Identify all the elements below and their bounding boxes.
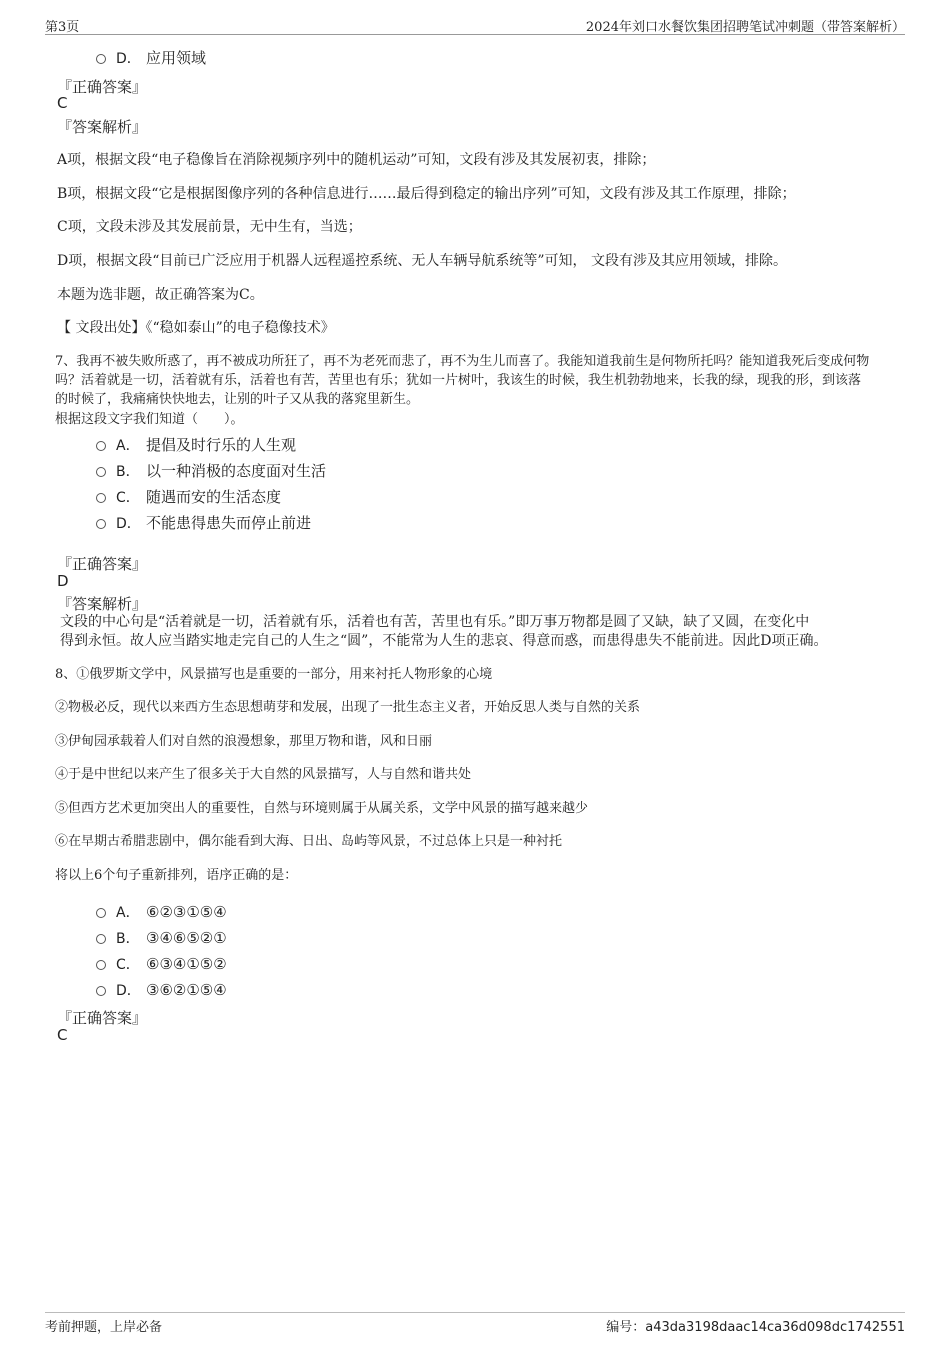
radio-icon[interactable] [96, 441, 106, 451]
q8-sentence-2: ②物极必反，现代以来西方生态思想萌芽和发展，出现了一批生态主义者，开始反思人类与自然的关系 [55, 700, 641, 715]
code-value: a43da3198daac14ca36d098dc1742551 [645, 1320, 905, 1335]
radio-icon[interactable] [96, 960, 106, 970]
page-footer [45, 1312, 905, 1335]
q6-analysis-label: 『答案解析』 [57, 118, 148, 136]
page-header [45, 14, 905, 35]
radio-icon[interactable] [96, 493, 106, 503]
q6-option-d[interactable]: D． 应用领域 [96, 47, 206, 68]
q8-option-a[interactable]: A． ⑥②③①⑤④ [96, 902, 227, 922]
q7-stem-line-2: 吗？活着就是一切，活着就有乐，活着也有苦，苦里也有乐；犹如一片树叶，我该生的时候，我生机勃勃地来，长我的绿，现我的形，到该落 [55, 373, 862, 388]
q8-option-c[interactable]: C． ⑥③④①⑤② [96, 954, 227, 974]
q6-analysis-d: D项，根据文段“目前已广泛应用于机器人远程遥控系统、无人车辆导航系统等”可知， 文段有涉及其应用领域，排除。 [57, 253, 787, 269]
q8-sentence-4: ④于是中世纪以来产生了很多关于大自然的风景描写，人与自然和谐共处 [55, 767, 472, 782]
radio-icon[interactable] [96, 519, 106, 529]
q8-sentence-6: ⑥在早期古希腊悲剧中，偶尔能看到大海、日出、岛屿等风景，不过总体上只是一种衬托 [55, 834, 563, 849]
q6-correct-label: 『正确答案』 [57, 78, 148, 96]
q7-option-a[interactable]: A． 提倡及时行乐的人生观 [96, 434, 296, 455]
q8-correct-answer: C [57, 1026, 68, 1044]
q6-analysis-a: A项，根据文段“电子稳像旨在消除视频序列中的随机运动”可知，文段有涉及其发展初衷，排除； [57, 152, 656, 168]
q8-option-b[interactable]: B． ③④⑥⑤②① [96, 928, 227, 948]
q6-conclusion: 本题为选非题，故正确答案为C。 [57, 287, 264, 303]
document-code [606, 1316, 905, 1335]
radio-icon[interactable] [96, 986, 106, 996]
q7-correct-answer: D [57, 572, 69, 590]
q7-option-c[interactable]: C． 随遇而安的生活态度 [96, 486, 281, 507]
q8-sentence-5: ⑤但西方艺术更加突出人的重要性，自然与环境则属于从属关系，文学中风景的描写越来越少 [55, 801, 589, 816]
q7-analysis-line-1: 文段的中心句是“活着就是一切，活着就有乐，活着也有苦，苦里也有乐。”即万事万物都是圆了又缺，缺了又圆，在变化中 [60, 614, 810, 630]
q7-stem-line-3: 的时候了，我痛痛快快地去，让别的叶子又从我的落窕里新生。 [55, 392, 420, 407]
radio-icon[interactable] [96, 934, 106, 944]
page-number: 第3页 [45, 20, 80, 35]
q7-option-b[interactable]: B． 以一种消极的态度面对生活 [96, 460, 326, 481]
q8-sentence-1: 8、①俄罗斯文学中，风景描写也是重要的一部分，用来衬托人物形象的心境 [55, 667, 493, 682]
radio-icon[interactable] [96, 908, 106, 918]
q7-option-d[interactable]: D． 不能患得患失而停止前进 [96, 512, 311, 533]
q6-correct-answer: C [57, 94, 68, 112]
q8-sentence-3: ③伊甸园承载着人们对自然的浪漫想象，那里万物和谐，风和日丽 [55, 734, 433, 749]
q7-analysis-label: 『答案解析』 [57, 595, 148, 613]
radio-icon[interactable] [96, 54, 106, 64]
footer-slogan: 考前押题，上岸必备 [45, 1320, 163, 1335]
q6-analysis-c: C项，文段未涉及其发展前景，无中生有，当选； [57, 219, 362, 235]
q8-option-d[interactable]: D． ③⑥②①⑤④ [96, 980, 227, 1000]
q6-source: 【 文段出处】《“稳如泰山”的电子稳像技术》 [57, 320, 335, 336]
q7-correct-label: 『正确答案』 [57, 555, 148, 573]
q8-prompt: 将以上6个句子重新排列，语序正确的是： [55, 868, 298, 883]
radio-icon[interactable] [96, 467, 106, 477]
q6-analysis-b: B项，根据文段“它是根据图像序列的各种信息进行……最后得到稳定的输出序列”可知，文段有涉及其工作原理，排除； [57, 186, 796, 202]
q7-question: 根据这段文字我们知道（ ）。 [55, 412, 244, 427]
q7-analysis-line-2: 得到永恒。故人应当踏实地走完自己的人生之“圆”，不能常为人生的悲哀、得意而惑，而患得患失不能前进。因此D项正确。 [60, 633, 828, 649]
code-label: 编号： [606, 1320, 646, 1335]
q7-stem-line-1: 7、我再不被失败所惑了，再不被成功所狂了，再不为老死而悲了，再不为生儿而喜了。我能知道我前生是何物所托吗？能知道我死后变成何物 [55, 354, 870, 369]
document-title: 2024年刘口水餐饮集团招聘笔试冲刺题（带答案解析） [585, 20, 905, 35]
q8-correct-label: 『正确答案』 [57, 1009, 148, 1027]
